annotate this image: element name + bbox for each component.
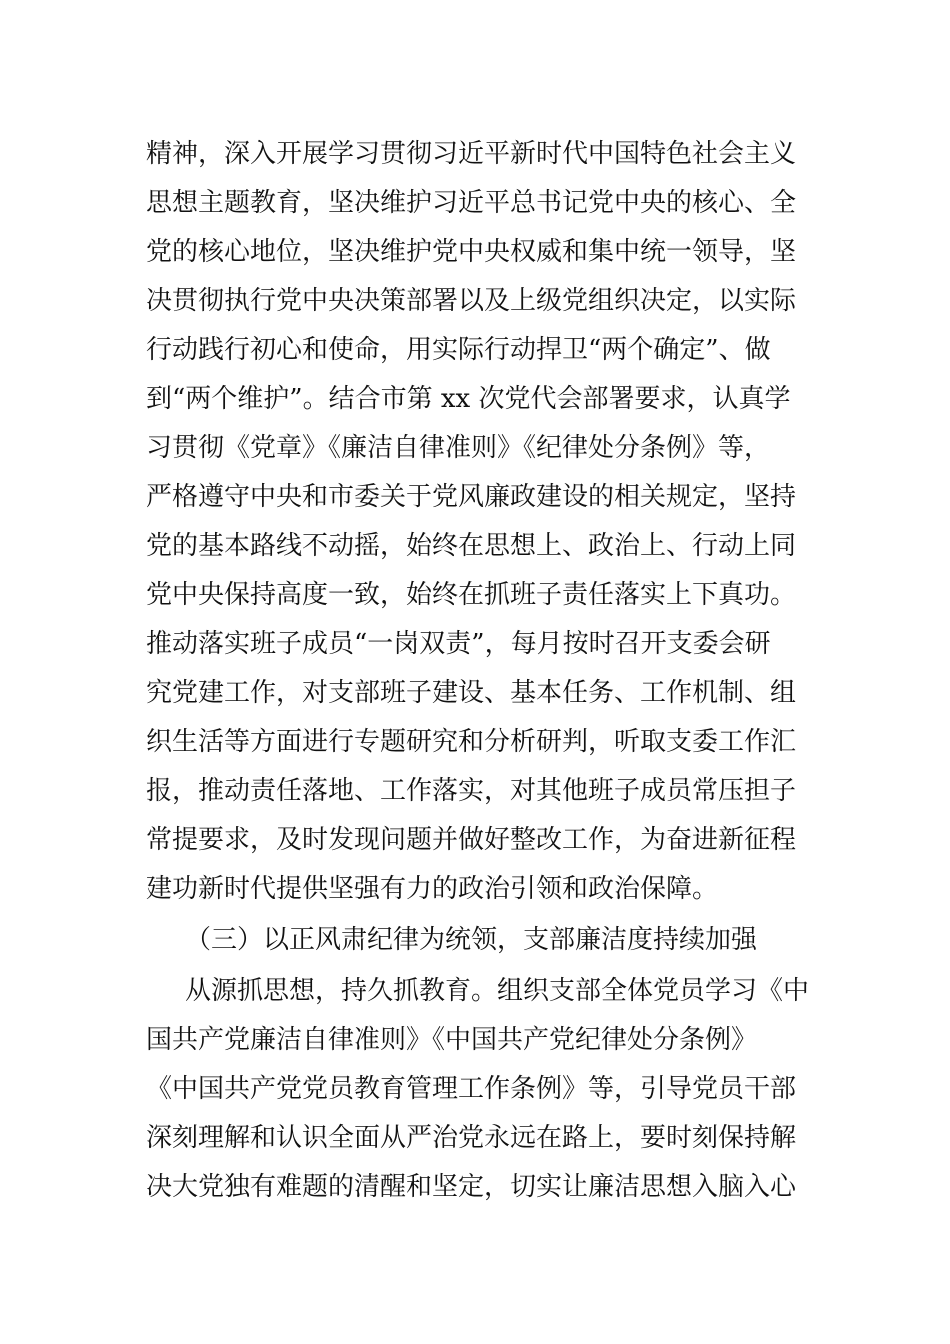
paragraph-1-line-15: 常提要求，及时发现问题并做好整改工作，为奋进新征程 bbox=[146, 825, 797, 855]
paragraph-2-line-5: 决大党独有难题的清醒和坚定，切实让廉洁思想入脑入心 bbox=[146, 1172, 797, 1202]
paragraph-1-line-11: 推动落实班子成员“一岗双责”，每月按时召开支委会研 bbox=[146, 629, 771, 659]
paragraph-1-line-2: 思想主题教育，坚决维护习近平总书记党中央的核心、全 bbox=[146, 188, 797, 218]
paragraph-1-line-12: 究党建工作，对支部班子建设、基本任务、工作机制、组 bbox=[146, 678, 797, 708]
paragraph-1-line-13: 织生活等方面进行专题研究和分析研判，听取支委工作汇 bbox=[146, 727, 797, 757]
paragraph-1-line-9: 党的基本路线不动摇，始终在思想上、政治上、行动上同 bbox=[146, 531, 797, 561]
paragraph-1-line-14: 报，推动责任落地、工作落实，对其他班子成员常压担子 bbox=[146, 776, 797, 806]
paragraph-1-line-4: 决贯彻执行党中央决策部署以及上级党组织决定，以实际 bbox=[146, 286, 797, 316]
paragraph-1-line-8: 严格遵守中央和市委关于党风廉政建设的相关规定，坚持 bbox=[146, 482, 797, 512]
section-heading: （三）以正风肃纪律为统领，支部廉洁度持续加强 bbox=[185, 925, 758, 955]
paragraph-1-line-5: 行动践行初心和使命，用实际行动捍卫“两个确定”、做 bbox=[146, 335, 771, 365]
paragraph-1-line-6: 到“两个维护”。结合市第 xx 次党代会部署要求，认真学 bbox=[146, 384, 791, 414]
paragraph-1-line-7: 习贯彻《党章》《廉洁自律准则》《纪律处分条例》等， bbox=[146, 433, 771, 463]
paragraph-1-line-1: 精神，深入开展学习贯彻习近平新时代中国特色社会主义 bbox=[146, 139, 797, 169]
paragraph-2-line-2: 国共产党廉洁自律准则》《中国共产党纪律处分条例》 bbox=[146, 1025, 758, 1055]
paragraph-2-line-4: 深刻理解和认识全面从严治党永远在路上，要时刻保持解 bbox=[146, 1123, 797, 1153]
paragraph-1-line-16: 建功新时代提供坚强有力的政治引领和政治保障。 bbox=[146, 874, 719, 904]
paragraph-1-line-10: 党中央保持高度一致，始终在抓班子责任落实上下真功。 bbox=[146, 580, 797, 610]
paragraph-2-line-1: 从源抓思想，持久抓教育。组织支部全体党员学习《中 bbox=[185, 976, 810, 1006]
paragraph-2-line-3: 《中国共产党党员教育管理工作条例》等，引导党员干部 bbox=[146, 1074, 797, 1104]
paragraph-1-line-3: 党的核心地位，坚决维护党中央权威和集中统一领导，坚 bbox=[146, 237, 797, 267]
